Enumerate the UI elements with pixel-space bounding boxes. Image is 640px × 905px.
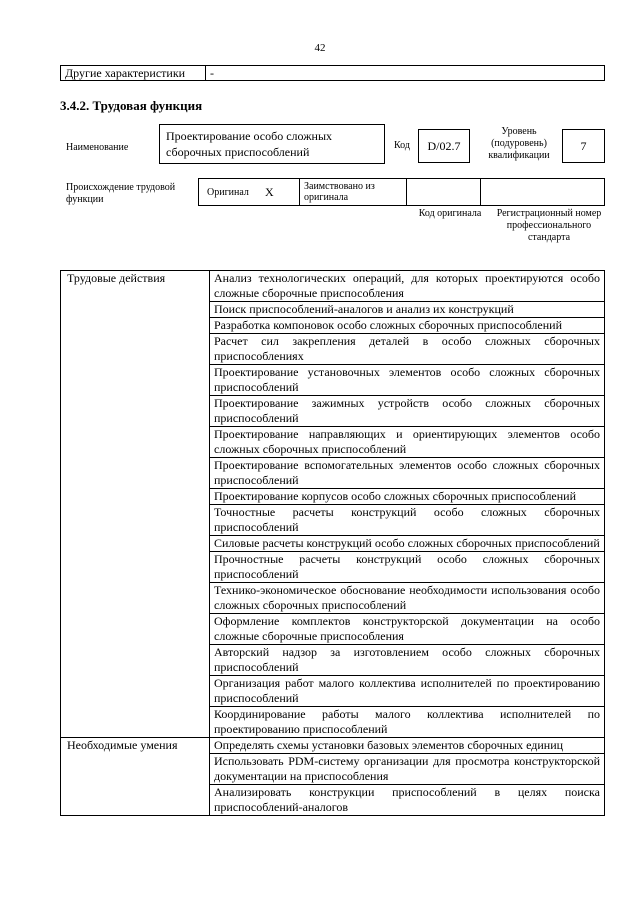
item-cell: Анализ технологических операций, для которых проектируются особо сложные сборочные приспособления bbox=[210, 271, 605, 302]
labor-function-table bbox=[60, 270, 605, 816]
reg-number-cell bbox=[481, 179, 605, 206]
item-cell: Проектирование вспомогательных элементов особо сложных сборочных приспособлений bbox=[210, 458, 605, 489]
reg-number-label: Регистрационный номер профессионального стандарта bbox=[496, 208, 602, 243]
table-row bbox=[61, 271, 605, 302]
other-characteristics-table bbox=[60, 65, 605, 81]
qualification-level-value: 7 bbox=[580, 139, 587, 153]
code-label: Код bbox=[394, 140, 410, 151]
item-cell: Расчет сил закрепления деталей в особо сложных сборочных приспособлениях bbox=[210, 334, 605, 365]
function-name-value: Проектирование особо сложных сборочных приспособлений bbox=[166, 129, 333, 159]
table-row bbox=[61, 738, 605, 754]
code-original-label: Код оригинала bbox=[418, 208, 482, 219]
page-number: 42 bbox=[314, 42, 326, 54]
category-cell: Трудовые действия bbox=[61, 271, 210, 738]
item-cell: Точностные расчеты конструкций особо сложных сборочных приспособлений bbox=[210, 505, 605, 536]
other-characteristics-value: - bbox=[206, 66, 605, 81]
item-cell: Проектирование корпусов особо сложных сборочных приспособлений bbox=[210, 489, 605, 505]
origin-table bbox=[198, 178, 605, 206]
other-characteristics-label: Другие характеристики bbox=[61, 66, 206, 81]
item-cell: Использовать PDM-систему организации для просмотра конструкторской документации на приспособления bbox=[210, 754, 605, 785]
qualification-level-box bbox=[562, 129, 605, 163]
item-cell: Авторский надзор за изготовлением особо сложных сборочных приспособлений bbox=[210, 645, 605, 676]
borrowed-label: Заимствовано из оригинала bbox=[300, 179, 407, 206]
section-title: 3.4.2. Трудовая функция bbox=[60, 98, 203, 113]
code-original-cell bbox=[407, 179, 481, 206]
original-mark: X bbox=[261, 179, 300, 206]
item-cell: Разработка компоновок особо сложных сборочных приспособлений bbox=[210, 318, 605, 334]
item-cell: Технико-экономическое обоснование необходимости использования особо сложных сборочных приспособлений bbox=[210, 583, 605, 614]
item-cell: Проектирование направляющих и ориентирующих элементов особо сложных сборочных приспособлений bbox=[210, 427, 605, 458]
item-cell: Поиск приспособлений-аналогов и анализ их конструкций bbox=[210, 302, 605, 318]
item-cell: Проектирование зажимных устройств особо сложных сборочных приспособлений bbox=[210, 396, 605, 427]
original-label: Оригинал bbox=[199, 179, 262, 206]
function-code-box bbox=[418, 129, 470, 163]
item-cell: Оформление комплектов конструкторской документации на особо сложные сборочные приспособления bbox=[210, 614, 605, 645]
item-cell: Анализировать конструкции приспособлений в целях поиска приспособлений-аналогов bbox=[210, 785, 605, 816]
function-code-value: D/02.7 bbox=[427, 139, 461, 153]
item-cell: Координирование работы малого коллектива исполнителей по проектированию приспособлений bbox=[210, 707, 605, 738]
origin-label: Происхождение трудовой функции bbox=[66, 182, 176, 205]
category-cell: Необходимые умения bbox=[61, 738, 210, 816]
item-cell: Силовые расчеты конструкций особо сложных сборочных приспособлений bbox=[210, 536, 605, 552]
name-label: Наименование bbox=[66, 142, 129, 153]
item-cell: Организация работ малого коллектива исполнителей по проектированию приспособлений bbox=[210, 676, 605, 707]
qualification-level-label: Уровень (подуровень) квалификации bbox=[488, 126, 550, 161]
function-name-box bbox=[159, 124, 385, 164]
item-cell: Прочностные расчеты конструкций особо сложных сборочных приспособлений bbox=[210, 552, 605, 583]
item-cell: Определять схемы установки базовых элементов сборочных единиц bbox=[210, 738, 605, 754]
item-cell: Проектирование установочных элементов особо сложных сборочных приспособлений bbox=[210, 365, 605, 396]
